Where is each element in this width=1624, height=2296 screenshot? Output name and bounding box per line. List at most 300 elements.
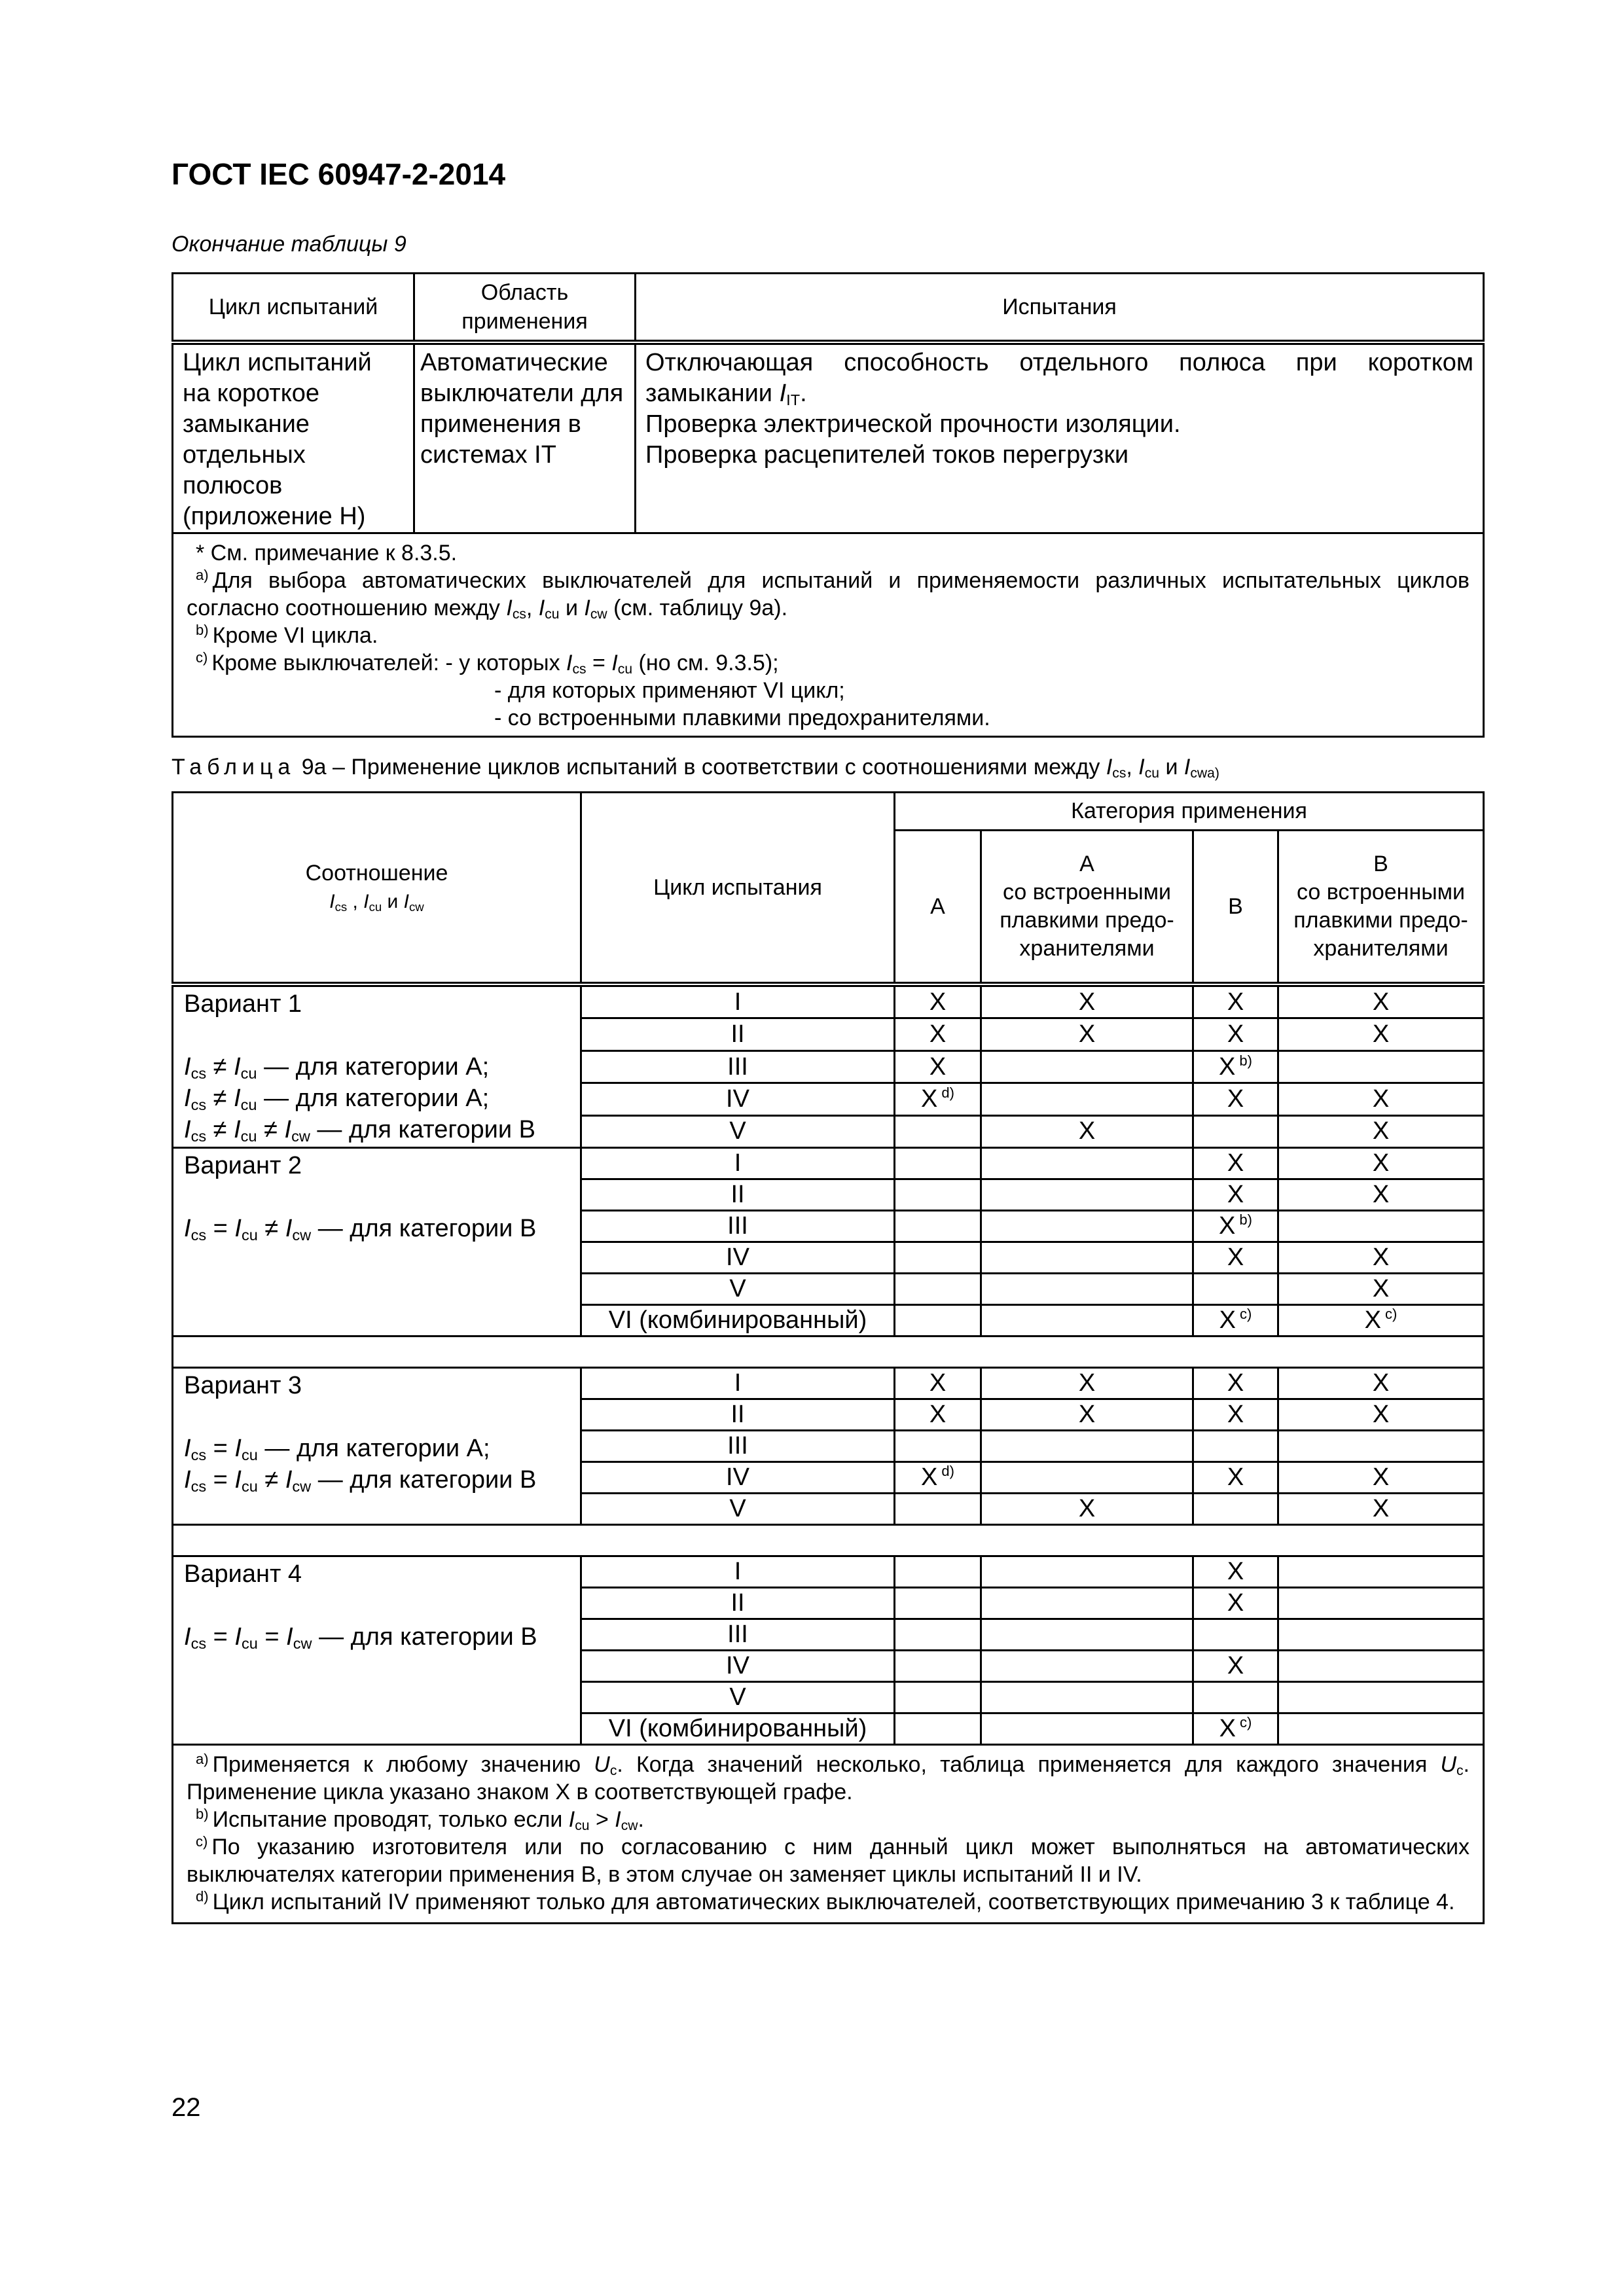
table-header-row — [173, 274, 1484, 343]
variant-condition — [184, 1621, 576, 1653]
variant-condition — [184, 1114, 576, 1145]
cycle-cell: II — [581, 1018, 895, 1050]
mark-cell — [895, 1242, 981, 1274]
symbol — [285, 1215, 311, 1242]
footnote — [187, 567, 1470, 622]
x-mark: X — [1219, 1715, 1236, 1742]
x-mark: X — [1227, 1401, 1244, 1428]
variant-condition — [184, 1083, 576, 1114]
x-mark: X — [1372, 1401, 1390, 1428]
mark-cell — [1193, 1494, 1278, 1525]
variant-cell — [173, 1556, 581, 1745]
test-item — [645, 409, 1473, 440]
mark-cell — [981, 1588, 1193, 1619]
footnote — [187, 1888, 1470, 1916]
symbol-letter: I — [184, 1466, 191, 1494]
mark-cell — [1193, 1556, 1278, 1588]
symbol — [184, 1435, 206, 1462]
text-segment: - для которых применяют VI цикл; — [494, 678, 845, 703]
symbol — [539, 596, 560, 620]
mark-cell — [981, 1462, 1193, 1494]
mark-cell — [1193, 984, 1278, 1018]
symbol-letter: I — [184, 1085, 191, 1112]
text-segment: ≠ — [257, 1116, 285, 1143]
cycle-cell: III — [581, 1619, 895, 1651]
text-segment: — для категории В — [311, 1215, 537, 1242]
cycle-cell: V — [581, 1682, 895, 1713]
mark-cell — [895, 984, 981, 1018]
mark-cell — [981, 1018, 1193, 1050]
symbol-letter: I — [329, 891, 335, 912]
mark-cell — [1193, 1713, 1278, 1745]
mark-cell — [1193, 1399, 1278, 1431]
symbol-letter: I — [403, 891, 409, 912]
symbol — [506, 596, 526, 620]
mark-cell — [1278, 1399, 1484, 1431]
mark-cell — [895, 1274, 981, 1305]
x-mark: X — [1078, 1117, 1096, 1145]
x-mark: X — [929, 1052, 947, 1081]
table-row — [173, 342, 1484, 533]
symbol-letter: I — [285, 1215, 293, 1242]
footnote — [187, 704, 1470, 732]
symbol-letter: I — [568, 1807, 575, 1832]
symbol — [234, 1466, 257, 1494]
mark-cell — [981, 1115, 1193, 1147]
symbol-letter: I — [234, 1215, 242, 1242]
mark-cell — [981, 984, 1193, 1018]
text-segment: и — [1159, 755, 1184, 780]
page-number: 22 — [171, 2093, 201, 2122]
text-segment: = — [206, 1435, 235, 1462]
mark-cell — [981, 1431, 1193, 1462]
text-segment: = — [586, 651, 612, 675]
cycle-cell: I — [581, 984, 895, 1018]
cycle-cell: III — [581, 1211, 895, 1242]
text-segment: — для категории А; — [257, 1085, 490, 1112]
mark-cell — [1193, 1651, 1278, 1682]
symbol — [569, 1807, 590, 1832]
symbol — [566, 651, 586, 675]
x-mark: X — [1372, 1149, 1390, 1177]
x-mark: X — [1227, 1020, 1244, 1049]
blank-cell — [173, 1525, 1484, 1556]
symbol — [594, 1752, 617, 1777]
text-segment: Для выбора автоматических выключателей для испытаний и применяемости различных испытательных циклов согласно соотношению между — [187, 568, 1470, 620]
mark-cell — [1278, 1431, 1484, 1462]
variant-condition — [184, 1213, 576, 1244]
text-segment: Испытание проводят, только если — [212, 1807, 569, 1832]
cycle-cell: IV — [581, 1242, 895, 1274]
cycle-cell: II — [581, 1399, 895, 1431]
mark-cell — [1193, 1148, 1278, 1179]
symbol-subscript: cs — [512, 607, 526, 622]
symbol-subscript: cs — [1112, 766, 1127, 781]
text-segment: Проверка электрической прочности изоляции. — [645, 410, 1181, 438]
mark-cell — [981, 1211, 1193, 1242]
x-mark: X — [1227, 1369, 1244, 1397]
x-mark: X — [1078, 1495, 1096, 1522]
mark-cell — [1278, 1083, 1484, 1115]
symbol-subscript: cu — [240, 1064, 257, 1082]
text-segment: ≠ — [206, 1053, 234, 1081]
text-segment: = — [206, 1466, 235, 1494]
mark-cell — [895, 1494, 981, 1525]
symbol-letter: I — [184, 1116, 191, 1143]
symbol-subscript: cs — [190, 1127, 207, 1145]
symbol-subscript: c — [609, 1763, 617, 1779]
symbol-subscript: cs — [190, 1096, 207, 1113]
mark-cell — [1278, 1682, 1484, 1713]
text-segment: (см. таблицу 9а). — [607, 596, 788, 620]
mark-cell — [981, 1242, 1193, 1274]
symbol — [611, 651, 632, 675]
text-segment: ≠ — [257, 1466, 285, 1494]
caption-text — [295, 755, 1219, 780]
mark-cell — [981, 1305, 1193, 1336]
text-segment: Проверка расцепителей токов перегрузки — [645, 441, 1129, 469]
symbol — [184, 1085, 206, 1112]
x-mark: X — [1227, 1558, 1244, 1585]
mark-cell — [981, 1083, 1193, 1115]
x-mark: X — [1372, 988, 1390, 1016]
mark-cell — [1193, 1083, 1278, 1115]
symbol-letter: I — [234, 1435, 242, 1462]
footnote-ref: d) — [941, 1463, 954, 1479]
x-mark: X — [1372, 1085, 1390, 1113]
mark-cell — [895, 1083, 981, 1115]
x-mark: X — [1219, 1212, 1236, 1240]
text-segment: По указанию изготовителя или по согласованию с ним данный цикл может выполняться на автоматических выключателях категории применения В, в этом случае он заменяет циклы испытаний II и IV. — [187, 1835, 1470, 1887]
x-mark: X — [1078, 1020, 1096, 1049]
symbol-subscript: cw — [292, 1226, 312, 1244]
symbol-subscript: cs — [190, 1634, 207, 1652]
variant-name: Вариант 3 — [184, 1372, 302, 1399]
text-segment: * См. примечание к 8.3.5. — [196, 541, 458, 565]
symbol — [234, 1085, 257, 1112]
symbol — [234, 1053, 257, 1081]
column-header-tests: Испытания — [636, 274, 1484, 343]
symbol-subscript: IT — [786, 391, 801, 408]
x-mark: X — [921, 1463, 938, 1491]
symbol-letter: I — [234, 1466, 242, 1494]
mark-cell — [895, 1050, 981, 1083]
footnote-ref: c) — [1240, 1306, 1252, 1322]
text-segment: ≠ — [206, 1085, 234, 1112]
symbol-subscript: cu — [241, 1226, 258, 1244]
cycle-cell: V — [581, 1494, 895, 1525]
blank-row — [173, 1336, 1484, 1368]
blank-row — [173, 1525, 1484, 1556]
symbol-subscript: cw — [291, 1127, 310, 1145]
symbol-subscript: cs — [190, 1477, 207, 1495]
symbol-letter: I — [284, 1116, 292, 1143]
mark-cell — [1193, 1018, 1278, 1050]
x-mark: X — [1372, 1020, 1390, 1049]
symbol — [1184, 755, 1219, 780]
footnote-ref: b) — [1239, 1211, 1252, 1228]
mark-cell — [895, 1305, 981, 1336]
symbol-letter: I — [779, 380, 787, 407]
x-mark: X — [1372, 1495, 1390, 1522]
mark-cell — [1278, 1713, 1484, 1745]
x-mark: X — [1364, 1306, 1382, 1334]
text-segment: — для категории В — [312, 1623, 537, 1651]
symbol-subscript: cw — [292, 1477, 312, 1495]
mark-cell — [895, 1431, 981, 1462]
variant-condition — [184, 1464, 576, 1496]
symbol — [285, 1116, 310, 1143]
symbol-subscript: cw — [408, 899, 424, 914]
category-header: В — [1193, 831, 1278, 985]
mark-cell — [1193, 1115, 1278, 1147]
footnote-mark: c) — [196, 649, 208, 666]
mark-cell — [1193, 1242, 1278, 1274]
mark-cell — [895, 1211, 981, 1242]
x-mark: X — [1227, 1149, 1244, 1177]
spacer — [184, 1401, 576, 1433]
x-mark: X — [1078, 988, 1096, 1016]
symbol-subscript: cs — [334, 899, 348, 914]
text-segment: , — [1126, 755, 1139, 780]
footnote — [187, 1806, 1470, 1833]
test-item — [645, 348, 1473, 409]
symbol-subscript: cu — [241, 1446, 258, 1463]
symbol — [1138, 755, 1159, 780]
text-segment: Кроме выключателей: - у которых — [211, 651, 567, 675]
text-segment: — для категории В — [311, 1466, 537, 1494]
ratio-symbols — [180, 888, 573, 916]
table-9 — [171, 272, 1485, 738]
text-segment: Отключающая способность отдельного полюса при коротком замыкании — [645, 349, 1473, 407]
footnote-mark: c) — [196, 1833, 208, 1850]
x-mark: X — [1227, 1085, 1244, 1113]
text-segment: ≠ — [257, 1215, 285, 1242]
cycle-cell: VI (комбинированный) — [581, 1713, 895, 1745]
mark-cell — [895, 1115, 981, 1147]
mark-cell — [981, 1179, 1193, 1211]
variant-name: Вариант 2 — [184, 1152, 302, 1179]
symbol-subscript: cu — [545, 607, 560, 622]
symbol-subscript: cu — [617, 662, 633, 677]
symbol — [184, 1116, 206, 1143]
spacer — [184, 1181, 576, 1213]
cycle-cell: III — [581, 1050, 895, 1083]
symbol-letter: I — [1138, 755, 1145, 780]
symbol-letter: I — [506, 596, 513, 620]
mark-cell — [895, 1148, 981, 1179]
footnote-mark: a) — [196, 567, 209, 583]
mark-cell — [1193, 1305, 1278, 1336]
mark-cell — [895, 1179, 981, 1211]
x-mark: X — [1372, 1117, 1390, 1145]
text-segment: 9а – Применение циклов испытаний в соответствии с соотношениями между — [295, 755, 1106, 780]
x-mark: X — [1372, 1244, 1390, 1271]
symbol — [584, 596, 607, 620]
cycle-cell: II — [581, 1588, 895, 1619]
symbol-subscript: c — [1456, 1763, 1464, 1779]
symbol-subscript: cu — [240, 1127, 257, 1145]
mark-cell — [981, 1148, 1193, 1179]
cell-tests — [636, 342, 1484, 533]
mark-cell — [895, 1556, 981, 1588]
footnote-mark: a) — [196, 1751, 209, 1767]
cell-cycle: Цикл испытаний на короткое замыкание отдельных полюсов (приложение Н) — [173, 342, 414, 533]
mark-cell — [1278, 984, 1484, 1018]
text-segment: и — [559, 596, 585, 620]
column-header-cycle: Цикл испытания — [581, 793, 895, 985]
mark-cell — [1193, 1431, 1278, 1462]
symbol-letter: I — [234, 1116, 241, 1143]
symbol-subscript: cu — [575, 1818, 590, 1834]
mark-cell — [1278, 1494, 1484, 1525]
symbol — [184, 1215, 206, 1242]
x-mark: X — [1372, 1369, 1390, 1397]
test-item — [645, 440, 1473, 471]
symbol-letter: I — [286, 1623, 293, 1651]
symbol-letter: I — [234, 1053, 241, 1081]
symbol — [329, 891, 347, 912]
mark-cell — [895, 1399, 981, 1431]
x-mark: X — [921, 1085, 938, 1113]
column-header-scope: Область применения — [414, 274, 636, 343]
symbol — [285, 1466, 311, 1494]
footnote — [187, 622, 1470, 649]
symbol — [363, 891, 382, 912]
mark-cell — [1193, 1211, 1278, 1242]
x-mark: X — [1227, 1181, 1244, 1208]
x-mark: X — [929, 1369, 947, 1397]
text-segment: Кроме VI цикла. — [212, 623, 378, 648]
symbol-letter: I — [566, 651, 573, 675]
x-mark: X — [1372, 1275, 1390, 1302]
x-mark: X — [929, 1020, 947, 1049]
text-segment: . Когда значений несколько, таблица применяется для каждого значения — [617, 1752, 1441, 1777]
spacer — [184, 1020, 576, 1051]
symbol-subscript: cu — [240, 1096, 257, 1113]
text-segment: Цикл испытаний IV применяют только для автоматических выключателей, соответствующих примечанию 3 к таблице 4. — [212, 1890, 1455, 1914]
column-header-ratio — [173, 793, 581, 985]
mark-cell — [1193, 1682, 1278, 1713]
mark-cell — [1193, 1462, 1278, 1494]
symbol-letter: I — [1183, 755, 1191, 780]
table-row — [173, 1148, 1484, 1179]
text-segment: — для категории А; — [257, 1053, 490, 1081]
mark-cell — [895, 1588, 981, 1619]
symbol-letter: U — [1440, 1752, 1456, 1777]
symbol-letter: I — [184, 1623, 191, 1651]
symbol-subscript: cwa) — [1190, 766, 1219, 781]
mark-cell — [1278, 1462, 1484, 1494]
text-segment: = — [257, 1623, 287, 1651]
symbol — [780, 380, 801, 407]
x-mark: X — [1372, 1463, 1390, 1491]
symbol-subscript: cu — [241, 1477, 258, 1495]
mark-cell — [1278, 1556, 1484, 1588]
symbol-subscript: cu — [369, 899, 382, 914]
mark-cell — [895, 1682, 981, 1713]
mark-cell — [981, 1494, 1193, 1525]
variant-condition — [184, 1051, 576, 1083]
text-segment: = — [206, 1623, 235, 1651]
category-header: А со встроенными плавкими предо- хранителями — [981, 831, 1193, 985]
mark-cell — [981, 1556, 1193, 1588]
mark-cell — [895, 1651, 981, 1682]
table-row — [173, 1368, 1484, 1399]
cycle-cell: IV — [581, 1083, 895, 1115]
symbol-subscript: cs — [572, 662, 586, 677]
mark-cell — [895, 1713, 981, 1745]
text-segment: , — [526, 596, 539, 620]
footnote-ref: c) — [1385, 1306, 1398, 1322]
footnote — [187, 649, 1470, 677]
mark-cell — [1193, 1619, 1278, 1651]
symbol-subscript: cw — [293, 1634, 312, 1652]
symbol-subscript: cu — [241, 1634, 258, 1652]
symbol — [234, 1623, 257, 1651]
x-mark: X — [1372, 1181, 1390, 1208]
text-segment: и — [382, 891, 404, 912]
table-row — [173, 1556, 1484, 1588]
x-mark: X — [1227, 1463, 1244, 1491]
symbol-letter: I — [1106, 755, 1113, 780]
mark-cell — [895, 1462, 981, 1494]
text-segment: = — [206, 1215, 235, 1242]
table-9-notes — [173, 533, 1484, 737]
symbol-subscript: cw — [621, 1818, 638, 1834]
column-header-category: Категория применения — [895, 793, 1484, 831]
category-header: В со встроенными плавкими предо- хранителями — [1278, 831, 1484, 985]
table-9a — [171, 791, 1485, 1924]
cycle-cell: V — [581, 1115, 895, 1147]
mark-cell — [1278, 1368, 1484, 1399]
symbol — [615, 1807, 638, 1832]
mark-cell — [895, 1018, 981, 1050]
text-segment: > — [589, 1807, 615, 1832]
category-header: А — [895, 831, 981, 985]
spacer — [184, 1590, 576, 1621]
mark-cell — [1278, 1018, 1484, 1050]
mark-cell — [1278, 1050, 1484, 1083]
text-segment: . — [800, 380, 807, 407]
mark-cell — [1278, 1305, 1484, 1336]
text-segment: (но см. 9.3.5); — [632, 651, 779, 675]
table-9a-caption — [171, 753, 1219, 781]
text-segment: . — [638, 1807, 644, 1832]
text-segment: , — [347, 891, 364, 912]
cycle-cell: III — [581, 1431, 895, 1462]
table-9-caption: Окончание таблицы 9 — [171, 232, 406, 257]
mark-cell — [981, 1619, 1193, 1651]
mark-cell — [1278, 1211, 1484, 1242]
symbol — [286, 1623, 312, 1651]
mark-cell — [1278, 1274, 1484, 1305]
symbol-letter: I — [234, 1085, 241, 1112]
mark-cell — [981, 1682, 1193, 1713]
text-segment: . Применение цикла указано знаком X в соответствующей графе. — [187, 1752, 1470, 1804]
mark-cell — [1193, 1274, 1278, 1305]
x-mark: X — [1078, 1401, 1096, 1428]
x-mark: X — [1227, 1589, 1244, 1617]
footnote — [187, 539, 1470, 567]
cycle-cell: V — [581, 1274, 895, 1305]
symbol-subscript: cu — [1144, 766, 1159, 781]
mark-cell — [981, 1713, 1193, 1745]
table-row — [173, 984, 1484, 1018]
ratio-label: Соотношение — [305, 861, 448, 886]
symbol-subscript: cs — [190, 1064, 207, 1082]
x-mark: X — [1078, 1369, 1096, 1397]
